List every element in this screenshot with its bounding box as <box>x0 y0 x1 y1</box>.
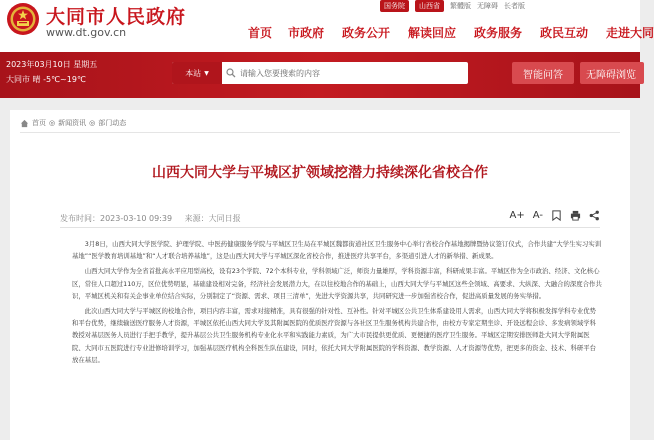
print-icon[interactable] <box>570 210 581 221</box>
divider <box>60 227 600 228</box>
breadcrumb-home[interactable]: 首页 <box>32 119 46 127</box>
breadcrumb <box>20 118 126 128</box>
article-tools <box>510 210 600 221</box>
article-card <box>10 110 630 440</box>
weather-text: 大同市 晴 -5℃~19℃ <box>6 75 86 84</box>
nav-home[interactable]: 首页 <box>248 26 273 40</box>
font-smaller-button[interactable]: A- <box>532 210 543 221</box>
share-icon[interactable] <box>589 210 600 221</box>
site-header <box>0 0 654 52</box>
search-bar-band <box>0 52 640 98</box>
nav-government[interactable]: 市政府 <box>288 26 325 40</box>
article-body <box>72 238 602 369</box>
site-name[interactable]: 大同市人民政府 <box>46 6 187 28</box>
site-url: www.dt.gov.cn <box>46 26 127 39</box>
article-paragraph: 此次山西大同大学与平城区的校地合作，项目内容丰富，需求对接精准，具有很强的针对性、互补性。针对平城区公共卫生体系建设用人需求，山西大同大学将积极发挥学科专业优势和平台优势，继续输送医疗服务人才资源，平城区依托山西大同大学及其附属医院的优质医疗资源与各社区卫生服务机构共建合作，由校方专家定期坐诊、开设远程会诊、多发病领域学科教授对基层医务人员进行手把手教学，提升基层公共卫生服务机构专业化水平和实践能力素质，为广大市民提供更优质、更便捷的医疗卫生服务。平城区定期安排医师赴大同大学附属医院、大同市五医院进行专业进修培训学习，加强基层医疗机构全科医生队伍建设，同时，依托大同大学附属医院的学科资源、教学资源、人才资源等优势，把更多的资金、技术、科研平台放在基层。 <box>72 307 597 364</box>
top-link-traditional[interactable]: 繁體版 <box>450 2 471 10</box>
search-input[interactable] <box>240 69 440 78</box>
divider <box>20 132 620 133</box>
search-box <box>172 62 468 84</box>
article-title: 山西大同大学与平城区扩领域挖潜力持续深化省校合作 <box>152 165 488 181</box>
breadcrumb-department[interactable]: 部门动态 <box>98 119 127 127</box>
main-nav <box>0 20 654 44</box>
publish-time: 发布时间：2023-03-10 09:39 <box>60 214 173 223</box>
date-text: 2023年03月10日 星期五 <box>6 60 98 69</box>
top-link-state-council[interactable]: 国务院 <box>380 0 409 12</box>
search-scope-label: 本站 <box>185 68 202 78</box>
nav-about-datong[interactable]: 走进大同 <box>606 26 654 40</box>
favorite-icon[interactable] <box>551 210 562 221</box>
breadcrumb-separator: ◎ <box>89 119 96 127</box>
top-link-elderly[interactable]: 长者版 <box>504 2 525 10</box>
article-paragraph: 3月8日，山西大同大学医学院、护理学院、中医药健康服务学院与平城区卫生局在平城区魏都街道社区卫生服务中心举行省校合作基地揭牌暨协议签订仪式，合作共建“大学生实习实训基地”“医学教育培训基地”和“人才联合培养基地”，这是山西大同大学与平城区深化省校合作，推进医疗共享平台，多渠道引进人才的新举措、新成果。 <box>72 240 602 261</box>
article-meta <box>60 213 251 224</box>
top-links <box>380 0 525 12</box>
top-link-shanxi[interactable]: 山西省 <box>415 0 444 12</box>
home-icon <box>20 119 29 128</box>
article-paragraph: 山西大同大学作为全省首批高水平应用型高校，设有23个学院、72个本科专业，学科领域广泛，师资力量雄厚，学科资源丰富，科研成果丰富。平城区作为全市政治、经济、文化核心区，常住人口超过110万，区位优势明显，基础建设相对完备，经济社会发展潜力大，在以往校地合作的基础上，山西大同大学与平城区这些全领域、高要求、大纵深、大融合的深度合作共识，平城区机关和有关企事业单位结合实际，分别制定了“资源、需求、项目三清单”，先进大学资源共享，共同研究进一步加强省校合作，促进高质量发展的务实举措。 <box>72 267 602 300</box>
search-icon[interactable] <box>222 68 240 78</box>
nav-interpretation[interactable]: 解读回应 <box>408 26 457 40</box>
chevron-down-icon: ▼ <box>204 69 209 77</box>
top-link-accessibility[interactable]: 无障碍 <box>477 2 498 10</box>
search-scope-select[interactable] <box>172 62 222 84</box>
nav-public-affairs[interactable]: 政务公开 <box>342 26 391 40</box>
nav-interaction[interactable]: 政民互动 <box>540 26 589 40</box>
breadcrumb-news[interactable]: 新闻资讯 <box>58 119 87 127</box>
smart-qa-button[interactable]: 智能问答 <box>512 62 574 84</box>
nav-services[interactable]: 政务服务 <box>474 26 523 40</box>
accessibility-button[interactable]: 无障碍浏览 <box>580 62 644 84</box>
font-larger-button[interactable]: A+ <box>509 210 525 221</box>
breadcrumb-separator: ◎ <box>49 119 56 127</box>
article-source: 来源：大同日报 <box>184 214 241 223</box>
